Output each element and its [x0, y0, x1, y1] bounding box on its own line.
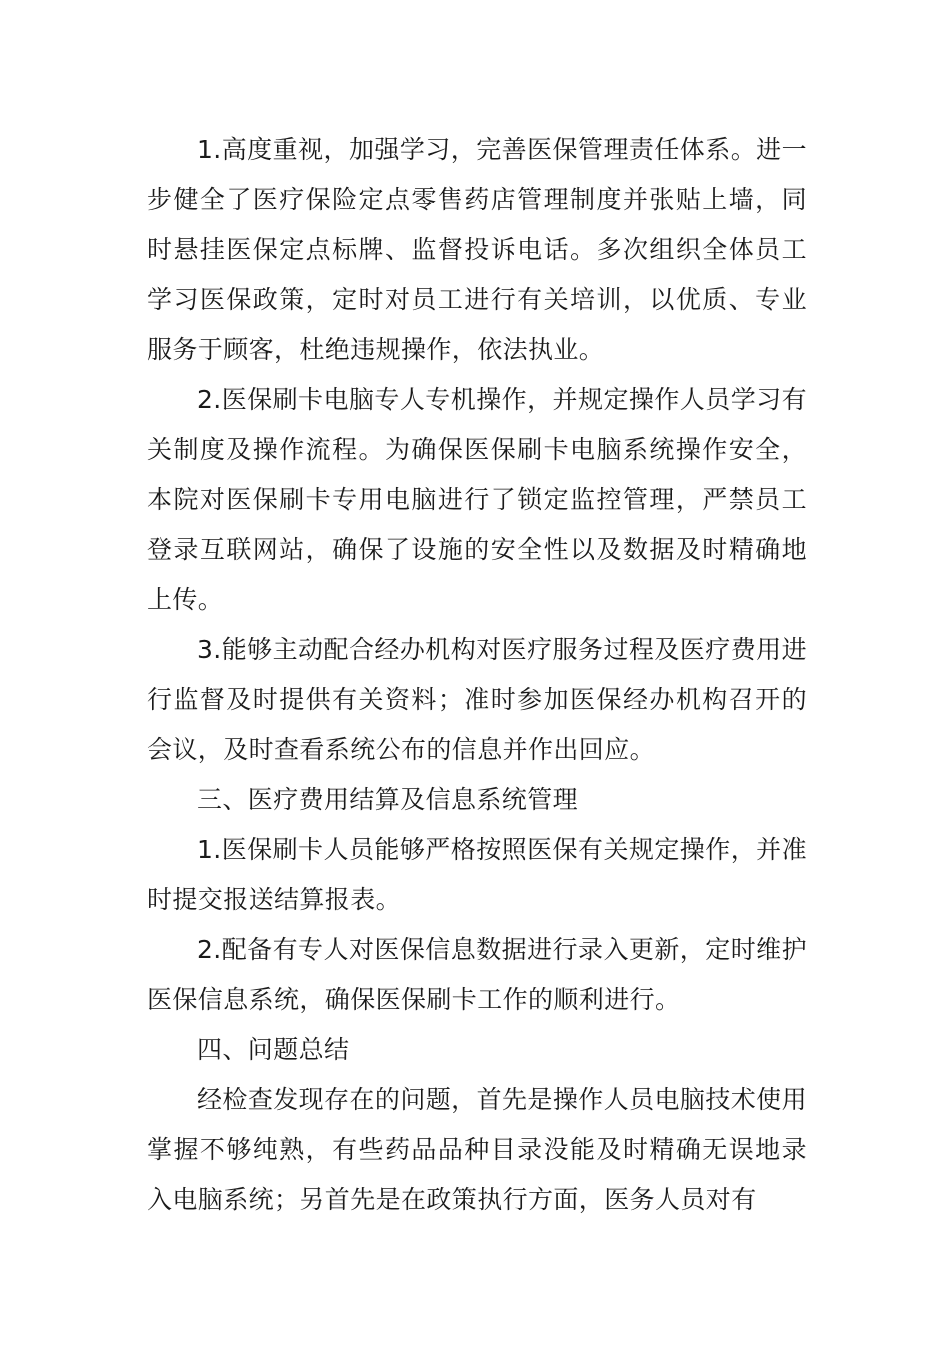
- paragraph-item-2: 2.医保刷卡电脑专人专机操作，并规定操作人员学习有关制度及操作流程。为确保医保刷卡电脑系统操作安全，本院对医保刷卡专用电脑进行了锁定监控管理，严禁员工登录互联网站，确保了设施的安全性以及数据及时精确地上传。: [147, 385, 807, 614]
- paragraph-item-5: 2.配备有专人对医保信息数据进行录入更新，定时维护医保信息系统，确保医保刷卡工作的顺利进行。: [147, 935, 807, 1014]
- paragraph-item-6: 经检查发现存在的问题，首先是操作人员电脑技术使用掌握不够纯熟，有些药品品种目录没能及时精确无误地录入电脑系统；另首先是在政策执行方面，医务人员对有: [147, 1085, 807, 1214]
- section-heading-4: 四、问题总结: [197, 1035, 350, 1064]
- paragraph-item-4: 1.医保刷卡人员能够严格按照医保有关规定操作，并准时提交报送结算报表。: [147, 835, 807, 914]
- section-heading-3: 三、医疗费用结算及信息系统管理: [197, 785, 579, 814]
- document-body: [147, 125, 807, 1225]
- paragraph-item-3: 3.能够主动配合经办机构对医疗服务过程及医疗费用进行监督及时提供有关资料；准时参加医保经办机构召开的会议，及时查看系统公布的信息并作出回应。: [147, 635, 807, 764]
- paragraph-item-1: 1.高度重视，加强学习，完善医保管理责任体系。进一步健全了医疗保险定点零售药店管理制度并张贴上墙，同时悬挂医保定点标牌、监督投诉电话。多次组织全体员工学习医保政策，定时对员工进行有关培训，以优质、专业服务于顾客，杜绝违规操作，依法执业。: [147, 135, 807, 364]
